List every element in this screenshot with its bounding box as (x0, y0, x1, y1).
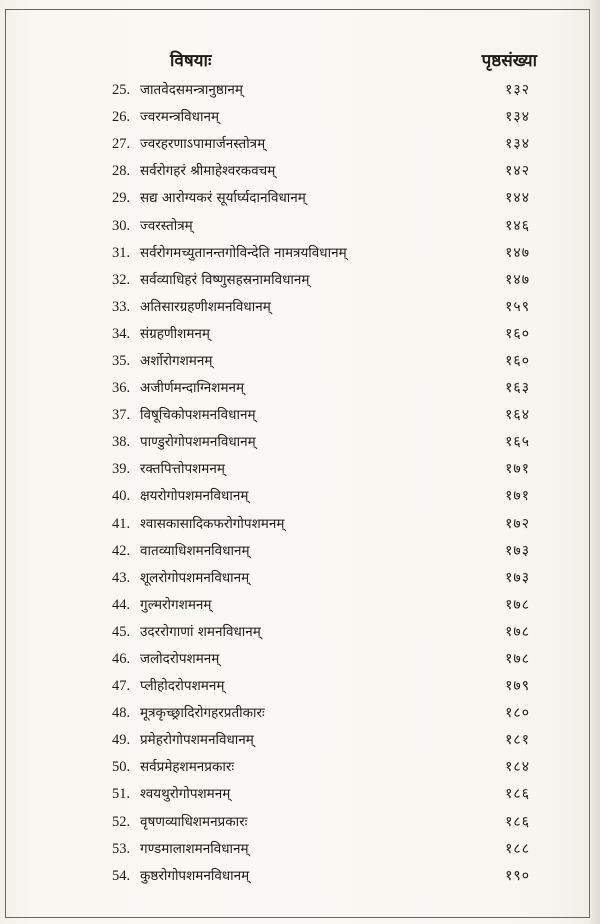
contents-entry (0, 267, 600, 294)
entry-number: 35. (112, 352, 131, 369)
entry-number: 53. (112, 840, 131, 857)
contents-entry (0, 483, 600, 510)
entry-title: सद्य आरोग्यकरं सूर्यार्घ्यदानविधानम् (140, 190, 306, 207)
contents-entry (0, 185, 600, 212)
contents-header (0, 48, 600, 78)
contents-entry (0, 158, 600, 185)
entry-title: वृषणव्याधिशमनप्रकारः (140, 813, 248, 830)
contents-entry (0, 781, 600, 808)
entry-number: 43. (112, 569, 131, 586)
entry-title: वातव्याधिशमनविधानम् (140, 542, 250, 559)
contents-entry (0, 592, 600, 619)
entry-title: प्लीहोदरोपशमनम् (140, 678, 225, 695)
entry-number: 41. (112, 515, 131, 532)
page-number-column-heading: पृष्ठसंख्या (481, 51, 537, 71)
contents-entry (0, 863, 600, 890)
contents-entry (0, 375, 600, 402)
entry-number: 38. (112, 434, 131, 451)
entry-page-number: १८८ (505, 840, 530, 857)
entry-number: 39. (112, 461, 131, 478)
entry-title: ज्वरहरणाऽपामार्जनस्तोत्रम् (140, 136, 266, 153)
contents-entry (0, 619, 600, 646)
entry-page-number: १४२ (505, 163, 530, 180)
entry-title: शूलरोगोपशमनविधानम् (140, 569, 250, 586)
entry-page-number: १३२ (505, 82, 530, 99)
entry-page-number: १७३ (505, 542, 530, 559)
entry-number: 31. (112, 244, 131, 261)
entry-page-number: १७१ (505, 488, 530, 505)
contents-entry (0, 646, 600, 673)
entry-page-number: १७८ (505, 623, 530, 640)
entry-number: 28. (112, 163, 131, 180)
contents-entry (0, 565, 600, 592)
entry-number: 34. (112, 325, 131, 342)
entry-page-number: १५९ (505, 298, 530, 315)
entry-number: 46. (112, 651, 131, 668)
entry-title: प्रमेहरोगोपशमनविधानम् (140, 732, 254, 749)
contents-entry (0, 348, 600, 375)
entry-number: 40. (112, 488, 131, 505)
entry-title: उदररोगाणां शमनविधानम् (140, 623, 261, 640)
entry-title: ज्वरस्तोत्रम् (140, 217, 193, 234)
entry-number: 48. (112, 705, 131, 722)
entry-page-number: १८० (505, 705, 530, 722)
contents-list (0, 77, 600, 890)
entry-page-number: १८१ (505, 732, 530, 749)
contents-entry (0, 836, 600, 863)
entry-page-number: १८४ (505, 759, 530, 776)
entry-number: 50. (112, 759, 131, 776)
entry-page-number: १८६ (505, 813, 530, 830)
entry-title: सर्वप्रमेहशमनप्रकारः (140, 759, 235, 776)
entry-number: 37. (112, 407, 131, 424)
contents-entry (0, 673, 600, 700)
entry-title: अजीर्णमन्दाग्निशमनम् (140, 380, 245, 397)
entry-page-number: १७९ (505, 678, 530, 695)
entry-number: 49. (112, 732, 131, 749)
entry-number: 47. (112, 678, 131, 695)
contents-entry (0, 809, 600, 836)
entry-page-number: १४७ (505, 244, 530, 261)
subject-column-heading: विषयाः (170, 51, 212, 71)
entry-title: कुष्ठरोगोपशमनविधानम् (140, 867, 250, 884)
entry-title: सर्वरोगहरं श्रीमाहेश्वरकवचम् (140, 163, 276, 180)
entry-number: 51. (112, 786, 131, 803)
entry-number: 32. (112, 271, 131, 288)
contents-entry (0, 321, 600, 348)
contents-entry (0, 754, 600, 781)
entry-number: 42. (112, 542, 131, 559)
entry-title: संग्रहणीशमनम् (140, 325, 210, 342)
entry-title: श्वासकासादिकफरोगोपशमनम् (140, 515, 285, 532)
contents-entry (0, 294, 600, 321)
contents-entry (0, 402, 600, 429)
entry-title: रक्तपित्तोपशमनम् (140, 461, 225, 478)
contents-entry (0, 77, 600, 104)
entry-title: श्वयथुरोगोपशमनम् (140, 786, 231, 803)
entry-page-number: १३४ (505, 136, 530, 153)
entry-page-number: १७२ (505, 515, 530, 532)
entry-page-number: १९० (505, 867, 530, 884)
contents-entry (0, 429, 600, 456)
contents-entry (0, 727, 600, 754)
entry-title: विषूचिकोपशमनविधानम् (140, 407, 256, 424)
entry-page-number: १४७ (505, 271, 530, 288)
entry-page-number: १६० (505, 325, 530, 342)
entry-page-number: १७१ (505, 461, 530, 478)
contents-entry (0, 131, 600, 158)
entry-page-number: १८६ (505, 786, 530, 803)
entry-page-number: १३४ (505, 109, 530, 126)
entry-title: सर्वव्याधिहरं विष्णुसहस्रनामविधानम् (140, 271, 310, 288)
entry-page-number: १६४ (505, 407, 530, 424)
entry-page-number: १६० (505, 352, 530, 369)
entry-title: जातवेदसमन्त्रानुष्ठानम् (140, 82, 243, 99)
entry-page-number: १६३ (505, 380, 530, 397)
entry-title: ज्वरमन्त्रविधानम् (140, 109, 220, 126)
entry-number: 44. (112, 596, 131, 613)
entry-number: 36. (112, 380, 131, 397)
entry-number: 52. (112, 813, 131, 830)
entry-title: पाण्डुरोगोपशमनविधानम् (140, 434, 256, 451)
entry-title: गण्डमालाशमनविधानम् (140, 840, 249, 857)
contents-entry (0, 511, 600, 538)
entry-number: 27. (112, 136, 131, 153)
entry-page-number: १४४ (505, 190, 530, 207)
entry-number: 29. (112, 190, 131, 207)
entry-title: मूत्रकृच्छ्रादिरोगहरप्रतीकारः (140, 705, 265, 722)
entry-page-number: १६५ (505, 434, 530, 451)
entry-title: क्षयरोगोपशमनविधानम् (140, 488, 249, 505)
entry-number: 54. (112, 867, 131, 884)
entry-title: जलोदरोपशमनम् (140, 651, 220, 668)
contents-entry (0, 104, 600, 131)
entry-page-number: १७८ (505, 596, 530, 613)
entry-title: गुल्मरोगशमनम् (140, 596, 212, 613)
contents-entry (0, 538, 600, 565)
entry-number: 45. (112, 623, 131, 640)
contents-entry (0, 212, 600, 239)
contents-entry (0, 700, 600, 727)
entry-number: 26. (112, 109, 131, 126)
contents-entry (0, 456, 600, 483)
entry-page-number: १४६ (505, 217, 530, 234)
entry-number: 30. (112, 217, 131, 234)
entry-title: सर्वरोगमच्युतानन्तगोविन्देति नामत्रयविधानम् (140, 244, 347, 261)
entry-number: 25. (112, 82, 131, 99)
entry-title: अतिसारग्रहणीशमनविधानम् (140, 298, 271, 315)
entry-page-number: १७८ (505, 651, 530, 668)
entry-title: अर्शोरोगशमनम् (140, 352, 213, 369)
entry-number: 33. (112, 298, 131, 315)
entry-page-number: १७३ (505, 569, 530, 586)
contents-entry (0, 240, 600, 267)
